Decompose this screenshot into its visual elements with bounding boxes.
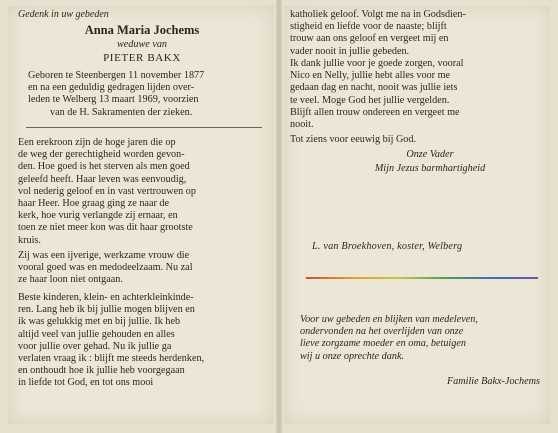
text-line: vooral goed was en medodeelzaam. Nu zal <box>18 262 193 274</box>
paragraph-faith-continued <box>290 9 546 58</box>
text-line: altijd veel van jullie gehouden en alles <box>18 328 175 340</box>
text-line: lieve zorgzame moeder en oma, betuigen <box>300 338 466 350</box>
text-line: Zij was een ijverige, werkzame vrouw die <box>18 250 190 261</box>
prayer-jezus: Mijn Jezus barmhartigheid <box>374 163 486 174</box>
divider-line <box>26 127 262 128</box>
text-line: toen ze niet meer kon was dit haar grootste <box>18 222 193 234</box>
center-fold <box>276 0 282 433</box>
text-line: den. Hoe goed is het sterven als men goed <box>18 161 190 173</box>
text-line: te veel. Moge God het jullie vergelden. <box>290 94 450 106</box>
spouse-name: PIETER BAKX <box>103 52 181 64</box>
bio-line: en na een geduldig gedragen lijden over- <box>28 82 195 94</box>
bio-text <box>28 70 268 119</box>
bio-line: leden te Welberg 13 maart 1969, voorzien <box>28 94 199 106</box>
text-line: Een erekroon zijn de hoge jaren die op <box>18 137 176 148</box>
relation-label: weduwe van <box>116 39 168 50</box>
text-line: ze haar loon niet ontgaan. <box>18 274 123 286</box>
family-signature: Familie Bakx-Jochems <box>446 376 540 387</box>
text-line: verlaten vraag ik : blijft me steeds herdenken, <box>18 353 205 365</box>
text-line: voor jullie over gehad. Nu ik jullie ga <box>18 340 172 352</box>
prayer-onze-vader: Onze Vader <box>406 149 454 160</box>
text-line: vader nooit in jullie gebeden. <box>290 45 410 57</box>
deceased-name: Anna Maria Jochems <box>84 23 200 37</box>
text-line: katholiek geloof. Volgt me na in Godsdien- <box>290 9 466 20</box>
text-line: nooit. <box>290 119 314 131</box>
paragraph-thanks-family <box>290 58 546 131</box>
bio-line: van de H. Sakramenten der zieken. <box>50 106 193 118</box>
text-line: in liefde tot God, en tot ons mooi <box>18 377 154 389</box>
decorative-rule <box>306 277 538 279</box>
text-line: kerk, hoe vurig verlangde zij ernaar, en <box>18 210 178 222</box>
text-line: vol nederig geloof en in vast vertrouwen op <box>18 185 196 197</box>
text-line: ik was gelukkig met en bij jullie. Ik heb <box>18 316 181 328</box>
text-line: geleefd heeft. Haar leven was eenvoudig, <box>18 173 187 185</box>
thanks-text <box>300 314 548 363</box>
text-line: Beste kinderen, klein- en achterkleinkinde- <box>18 292 194 303</box>
bio-line: Geboren te Steenbergen 11 november 1877 <box>28 70 205 81</box>
text-line: ondervonden na het overlijden van onze <box>300 326 464 338</box>
text-line: Voor uw gebeden en blijken van medeleven, <box>300 314 478 325</box>
paragraph-faith <box>18 137 268 247</box>
text-line: gedaan dag en nacht, nooit was jullie iets <box>290 82 458 94</box>
farewell-line: Tot ziens voor eeuwig bij God. <box>290 134 417 145</box>
text-line: haar Heer. Hoe graag ging ze naar de <box>18 198 170 210</box>
text-line: stigheid en liefde voor de naaste; blijft <box>290 21 447 33</box>
text-line: Blijft allen trouw ondereen en vergeet me <box>290 106 460 118</box>
memorial-heading: Gedenk in uw gebeden <box>18 9 109 20</box>
text-line: kruis. <box>18 234 41 246</box>
text-line: en onthoudt hoe ik jullie heb voorgegaan <box>18 365 185 377</box>
text-line: trouw aan ons geloof en vergeet mij en <box>290 33 449 45</box>
text-line: Nico en Nelly, jullie hebt alles voor me <box>290 70 451 82</box>
text-line: ren. Lang heb ik bij jullie mogen blijven en <box>18 304 195 316</box>
paragraph-children <box>18 292 268 390</box>
text-line: de weg der gerechtigheid worden gevon- <box>18 149 185 161</box>
text-line: Ik dank jullie voor je goede zorgen, vooral <box>290 58 464 69</box>
text-line: wij u onze oprechte dank. <box>300 350 405 362</box>
printer-credit: L. van Broekhoven, koster, Welberg <box>312 241 463 252</box>
paragraph-character <box>18 250 268 287</box>
